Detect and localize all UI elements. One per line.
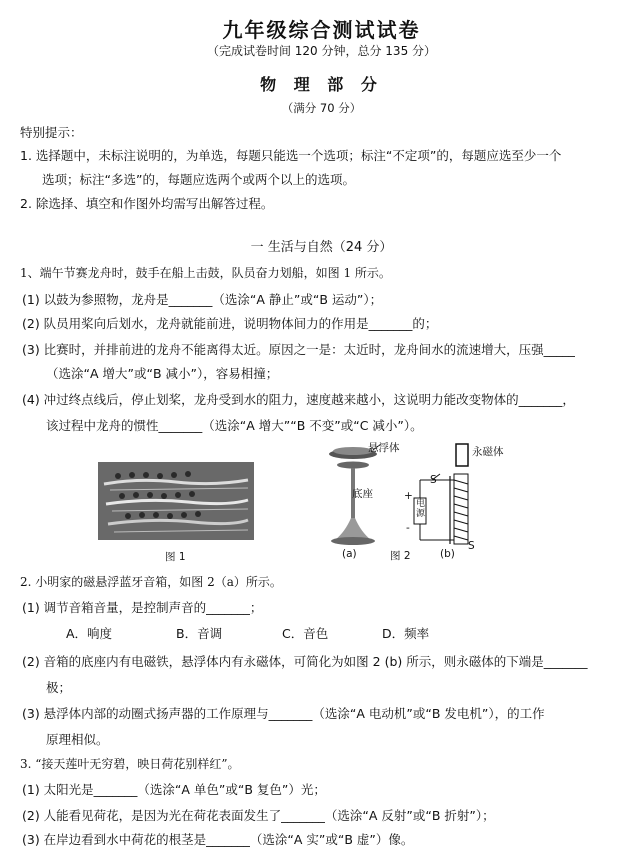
exam-subtitle: （完成试卷时间 120 分钟，总分 135 分） [206,44,437,58]
fig2-caption: 图 2 [390,550,411,562]
fig2b-label-pole: S [468,540,475,552]
part1-heading: 一 生活与自然（24 分） [250,240,393,255]
fig2b-label-plus: + [404,490,413,502]
q1-s2: (2) 队员用桨向后划水，龙舟就能前进，说明物体间力的作用是_______的； [22,316,438,331]
exam-title: 九年级综合测试试卷 [222,18,421,42]
physics-section-title: 物 理 部 分 [260,75,383,94]
q1-s4a: (4) 冲过终点线后，停止划桨，龙舟受到水的阻力，速度越来越小，这说明力能改变物体的_______， [22,392,575,407]
q3-s3: (3) 在岸边看到水中荷花的根茎是_______（选涂“A 实”或“B 虚”）像。 [22,832,414,847]
notes-heading: 特别提示： [20,125,83,140]
q2-option-b: B．音调 [176,626,223,641]
q2-option-a: A．响度 [66,626,113,641]
q2-s3a: (3) 悬浮体内部的动圈式扬声器的工作原理与_______（选涂“A 电动机”或“B 发电机”），的工作 [22,706,545,721]
q2-option-d: D．频率 [382,626,430,641]
q2-s3b: 原理相似。 [46,732,109,747]
q1-s4b: 该过程中龙舟的惯性_______（选涂“A 增大”“B 不变”或“C 减小”）。 [46,418,423,433]
fig2b-label-magnet: 永磁体 [472,446,504,458]
q1-s3a: (3) 比赛时，并排前进的龙舟不能离得太近。原因之一是：太近时，龙舟间水的流速增大，压强_____ [22,342,575,357]
q1-stem: 1、端午节赛龙舟时，鼓手在船上击鼓，队员奋力划船，如图 1 所示。 [20,266,391,280]
q3-s2: (2) 人能看见荷花，是因为光在荷花表面发生了_______（选涂“A 反射”或“B 折射”）； [22,808,495,823]
q2-s1: (1) 调节音箱音量，是控制声音的_______； [22,600,263,615]
fig2a-label-base: 底座 [352,488,373,500]
q2-s2a: (2) 音箱的底座内有电磁铁，悬浮体内有永磁体，可简化为如图 2 (b) 所示，则永磁体的下端是_______ [22,654,588,669]
q1-s3b: （选涂“A 增大”或“B 减小”），容易相撞； [46,366,279,381]
q2-option-c: C．音色 [282,626,329,641]
physics-score: （满分 70 分） [281,101,362,115]
fig2b-label: (b) [440,548,455,560]
note-2: 2. 除选择、填空和作图外均需写出解答过程。 [20,196,274,211]
fig2a-label-float-body: 悬浮体 [368,442,400,454]
note-1b: 选项；标注“多选”的，每题应选两个或两个以上的选项。 [42,172,355,187]
fig2a-label: (a) [342,548,357,560]
q1-s1: (1) 以鼓为参照物，龙舟是_______（选涂“A 静止”或“B 运动”）； [22,292,383,307]
q3-stem: 3. “接天莲叶无穷碧，映日荷花别样红”。 [20,757,240,771]
fig2b-label-minus: - [406,522,410,534]
fig2b-label-switch: S [430,474,437,486]
note-1a: 1. 选择题中，未标注说明的，为单选，每题只能选一个选项；标注“不定项”的，每题应选至少一个 [20,148,562,163]
fig2b-label-power: 电源 [416,499,426,519]
fig1-caption: 图 1 [165,551,186,563]
q2-s2b: 极； [46,680,72,695]
q2-stem: 2. 小明家的磁悬浮蓝牙音箱，如图 2（a）所示。 [20,575,282,589]
q3-s1: (1) 太阳光是_______（选涂“A 单色”或“B 复色”）光； [22,782,326,797]
fig1-dragon-boat-photo [98,462,254,540]
